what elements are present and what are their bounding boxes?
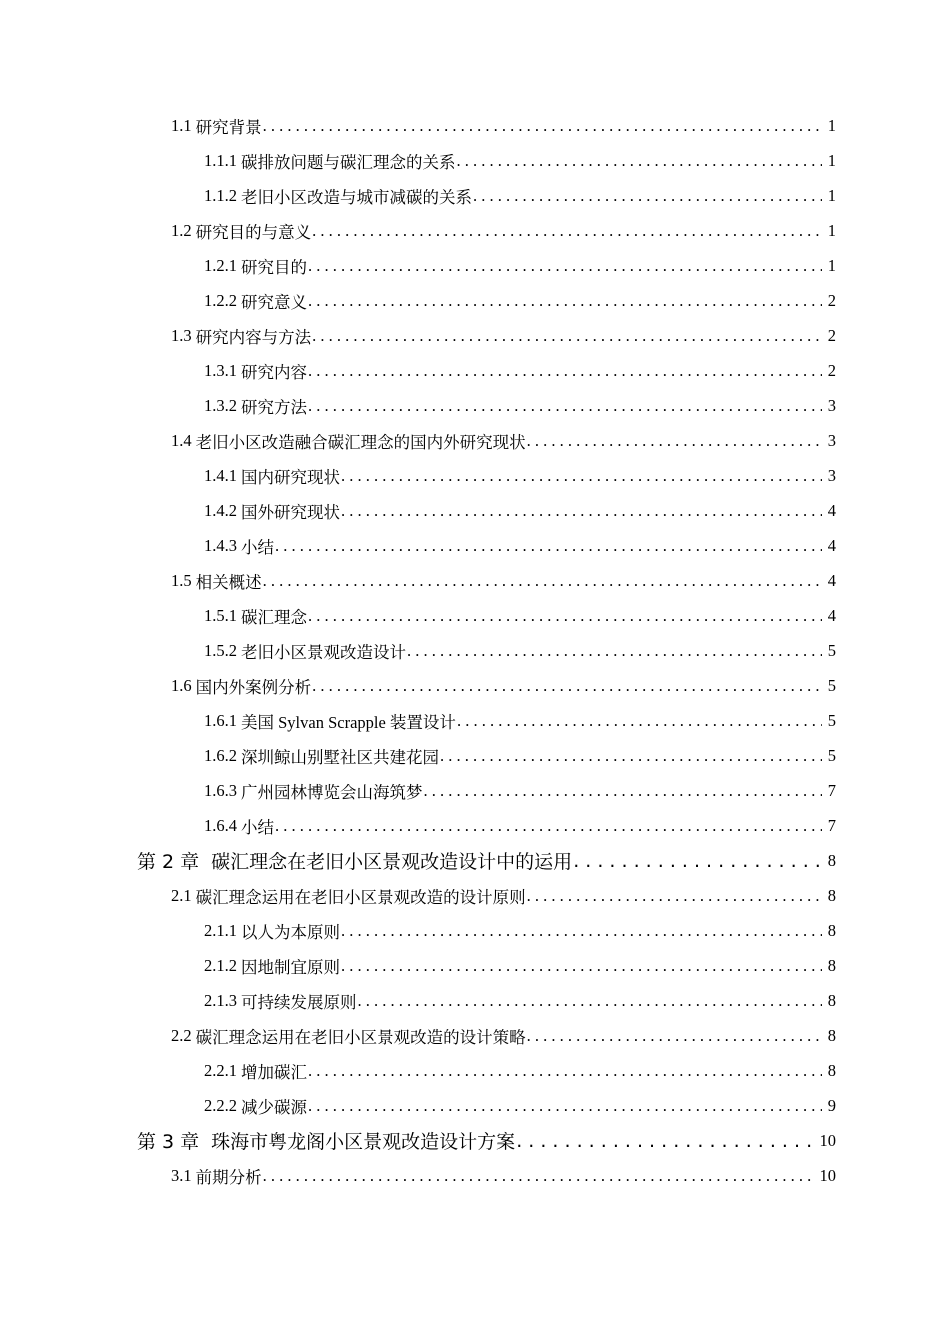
toc-entry-title: 研究背景 xyxy=(195,117,262,137)
dot-leader xyxy=(308,361,822,381)
toc-entry-title: 可持续发展原则 xyxy=(241,992,357,1012)
toc-entry-page: 9 xyxy=(827,1095,836,1115)
toc-entry[interactable] xyxy=(0,633,950,668)
dot-leader xyxy=(457,151,823,171)
toc-entry-number: 1.6 xyxy=(171,675,192,695)
toc-entry-page: 4 xyxy=(827,535,836,555)
toc-entry-title: 增加碳汇 xyxy=(241,1062,307,1082)
table-of-contents xyxy=(0,108,950,1193)
toc-entry-page: 4 xyxy=(827,570,836,590)
toc-entry-number: 1.2.1 xyxy=(204,255,237,275)
toc-entry-number: 1.5.1 xyxy=(204,605,237,625)
dot-leader xyxy=(341,466,822,486)
toc-entry-title: 研究内容与方法 xyxy=(195,327,312,347)
toc-entry-title: 国内研究现状 xyxy=(241,467,340,487)
toc-entry-title: 小结 xyxy=(241,537,274,557)
toc-entry-page: 3 xyxy=(827,430,836,450)
toc-chapter-title: 珠海市粤龙阁小区景观改造设计方案 xyxy=(211,1131,516,1153)
toc-entry-title: 深圳鲸山别墅社区共建花园 xyxy=(241,747,439,767)
toc-entry-number: 1.5.2 xyxy=(204,640,237,660)
toc-chapter-number: 第 3 章 xyxy=(137,1131,200,1153)
toc-entry-number: 1.3.2 xyxy=(204,395,237,415)
toc-entry-title: 因地制宜原则 xyxy=(241,957,340,977)
toc-entry[interactable] xyxy=(0,493,950,528)
toc-entry-page: 8 xyxy=(827,955,836,975)
dot-leader xyxy=(308,1096,822,1116)
toc-entry-page: 4 xyxy=(827,605,836,625)
dot-leader xyxy=(573,850,822,872)
toc-entry-number: 1.3.1 xyxy=(204,360,237,380)
dot-leader xyxy=(263,571,822,591)
dot-leader xyxy=(473,186,822,206)
toc-entry-page: 1 xyxy=(827,150,836,170)
toc-entry-title: 老旧小区景观改造设计 xyxy=(241,642,406,662)
toc-entry[interactable] xyxy=(0,388,950,423)
dot-leader xyxy=(457,711,822,731)
toc-entry-number: 2.1.1 xyxy=(204,920,237,940)
toc-entry-title: 碳汇理念运用在老旧小区景观改造的设计原则 xyxy=(195,887,526,907)
toc-entry-page: 1 xyxy=(827,255,836,275)
toc-entry-number: 2.2 xyxy=(171,1025,192,1045)
toc-entry-title: 研究意义 xyxy=(241,292,307,312)
toc-entry[interactable] xyxy=(0,1053,950,1088)
toc-entry-title: 碳汇理念 xyxy=(241,607,307,627)
toc-entry[interactable] xyxy=(0,248,950,283)
dot-leader xyxy=(516,1130,815,1152)
toc-entry-page: 8 xyxy=(827,885,836,905)
toc-entry[interactable] xyxy=(0,423,950,458)
toc-entry-number: 1.4 xyxy=(171,430,192,450)
toc-entry-page: 1 xyxy=(827,115,836,135)
toc-entry[interactable] xyxy=(0,738,950,773)
toc-entry-number: 1.1.1 xyxy=(204,150,237,170)
toc-entry[interactable] xyxy=(0,808,950,843)
toc-entry-number: 2.2.2 xyxy=(204,1095,237,1115)
toc-entry-page: 8 xyxy=(827,1060,836,1080)
toc-entry[interactable] xyxy=(0,598,950,633)
dot-leader xyxy=(308,396,822,416)
toc-entry[interactable] xyxy=(0,1018,950,1053)
toc-entry[interactable] xyxy=(0,983,950,1018)
toc-entry-page: 1 xyxy=(827,185,836,205)
toc-entry-page: 5 xyxy=(827,675,836,695)
toc-entry-number: 3.1 xyxy=(171,1165,192,1185)
toc-entry[interactable] xyxy=(0,178,950,213)
toc-entry-title: 老旧小区改造与城市减碳的关系 xyxy=(241,187,472,207)
toc-entry-page: 7 xyxy=(827,815,836,835)
toc-entry[interactable] xyxy=(0,563,950,598)
toc-entry-page: 10 xyxy=(819,1130,836,1150)
toc-entry-page: 10 xyxy=(819,1165,836,1185)
toc-entry-number: 1.4.3 xyxy=(204,535,237,555)
toc-entry-title: 研究方法 xyxy=(241,397,307,417)
toc-entry[interactable] xyxy=(0,213,950,248)
toc-entry-number: 1.2.2 xyxy=(204,290,237,310)
toc-entry-number: 1.6.4 xyxy=(204,815,237,835)
toc-entry-number: 1.1 xyxy=(171,115,192,135)
dot-leader xyxy=(308,606,822,626)
toc-entry-title: 研究内容 xyxy=(241,362,307,382)
toc-entry[interactable] xyxy=(0,1088,950,1123)
toc-entry-number: 1.6.1 xyxy=(204,710,237,730)
toc-entry-page: 8 xyxy=(827,990,836,1010)
toc-entry-page: 3 xyxy=(827,395,836,415)
toc-entry-title: 相关概述 xyxy=(195,572,262,592)
dot-leader xyxy=(341,956,822,976)
dot-leader xyxy=(341,921,822,941)
toc-entry-title: 研究目的与意义 xyxy=(195,222,312,242)
toc-entry-title: 碳汇理念运用在老旧小区景观改造的设计策略 xyxy=(195,1027,526,1047)
toc-entry-page: 5 xyxy=(827,745,836,765)
dot-leader xyxy=(358,991,823,1011)
toc-chapter-entry[interactable] xyxy=(0,1123,950,1158)
toc-entry-page: 8 xyxy=(827,850,836,870)
toc-entry-title: 碳排放问题与碳汇理念的关系 xyxy=(241,152,456,172)
toc-entry-title: 小结 xyxy=(241,817,274,837)
toc-entry-page: 8 xyxy=(827,1025,836,1045)
toc-entry-number: 1.1.2 xyxy=(204,185,237,205)
toc-entry-title: 前期分析 xyxy=(195,1167,262,1187)
toc-entry[interactable] xyxy=(0,1158,950,1193)
toc-entry-number: 1.3 xyxy=(171,325,192,345)
toc-entry[interactable] xyxy=(0,773,950,808)
toc-entry-page: 2 xyxy=(827,325,836,345)
toc-entry-number: 2.1 xyxy=(171,885,192,905)
toc-entry-title: 减少碳源 xyxy=(241,1097,307,1117)
toc-entry-page: 5 xyxy=(827,640,836,660)
toc-entry[interactable] xyxy=(0,668,950,703)
dot-leader xyxy=(263,116,822,136)
toc-entry-page: 4 xyxy=(827,500,836,520)
dot-leader xyxy=(440,746,822,766)
toc-entry[interactable] xyxy=(0,528,950,563)
toc-entry-number: 1.6.3 xyxy=(204,780,237,800)
toc-entry[interactable] xyxy=(0,458,950,493)
dot-leader xyxy=(312,326,822,346)
dot-leader xyxy=(341,501,822,521)
dot-leader xyxy=(308,291,822,311)
dot-leader xyxy=(407,641,822,661)
toc-entry-number: 2.1.2 xyxy=(204,955,237,975)
toc-entry-page: 2 xyxy=(827,360,836,380)
dot-leader xyxy=(312,676,822,696)
dot-leader xyxy=(424,781,823,801)
toc-entry-title: 老旧小区改造融合碳汇理念的国内外研究现状 xyxy=(195,432,526,452)
toc-entry-title: 美国 Sylvan Scrapple 装置设计 xyxy=(241,712,456,732)
toc-entry-page: 1 xyxy=(827,220,836,240)
toc-entry[interactable] xyxy=(0,913,950,948)
toc-entry-number: 2.1.3 xyxy=(204,990,237,1010)
dot-leader xyxy=(275,536,822,556)
dot-leader xyxy=(527,886,822,906)
toc-entry[interactable] xyxy=(0,703,950,738)
toc-chapter-number: 第 2 章 xyxy=(137,851,200,873)
toc-entry-page: 7 xyxy=(827,780,836,800)
toc-entry[interactable] xyxy=(0,143,950,178)
toc-entry[interactable] xyxy=(0,353,950,388)
toc-entry[interactable] xyxy=(0,108,950,143)
dot-leader xyxy=(308,1061,822,1081)
toc-entry-page: 2 xyxy=(827,290,836,310)
toc-entry-title: 广州园林博览会山海筑梦 xyxy=(241,782,423,802)
toc-entry-number: 1.6.2 xyxy=(204,745,237,765)
dot-leader xyxy=(275,816,822,836)
toc-entry-number: 1.4.2 xyxy=(204,500,237,520)
toc-entry-page: 8 xyxy=(827,920,836,940)
dot-leader xyxy=(263,1166,816,1186)
dot-leader xyxy=(527,431,822,451)
toc-entry-title: 国外研究现状 xyxy=(241,502,340,522)
toc-entry[interactable] xyxy=(0,283,950,318)
dot-leader xyxy=(527,1026,822,1046)
toc-entry[interactable] xyxy=(0,878,950,913)
toc-entry-title: 国内外案例分析 xyxy=(195,677,312,697)
toc-entry-title: 以人为本原则 xyxy=(241,922,340,942)
toc-entry-page: 3 xyxy=(827,465,836,485)
toc-entry[interactable] xyxy=(0,318,950,353)
toc-entry-number: 1.5 xyxy=(171,570,192,590)
toc-chapter-entry[interactable] xyxy=(0,843,950,878)
dot-leader xyxy=(308,256,822,276)
toc-entry-title: 研究目的 xyxy=(241,257,307,277)
dot-leader xyxy=(312,221,822,241)
toc-entry-number: 1.2 xyxy=(171,220,192,240)
toc-entry[interactable] xyxy=(0,948,950,983)
toc-entry-page: 5 xyxy=(827,710,836,730)
toc-entry-number: 1.4.1 xyxy=(204,465,237,485)
toc-chapter-title: 碳汇理念在老旧小区景观改造设计中的运用 xyxy=(211,851,573,873)
toc-entry-number: 2.2.1 xyxy=(204,1060,237,1080)
